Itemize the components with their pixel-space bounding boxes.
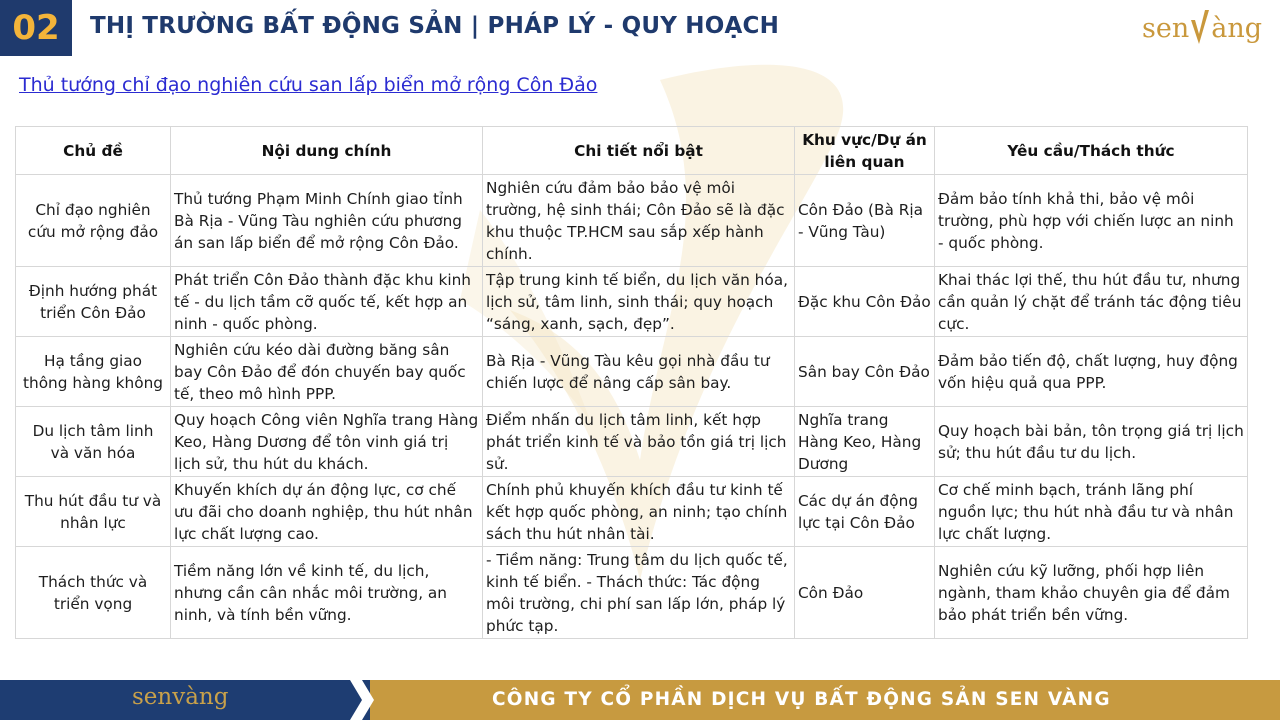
detail-cell: Tập trung kinh tế biển, du lịch văn hóa, lịch sử, tâm linh, sinh thái; quy hoạch “sáng, xanh, sạch, đẹp”. xyxy=(483,267,795,337)
summary-table xyxy=(15,126,1248,639)
content-cell: Thủ tướng Phạm Minh Chính giao tỉnh Bà Rịa - Vũng Tàu nghiên cứu phương án san lấp biển để mở rộng Côn Đảo. xyxy=(171,175,483,267)
area-cell: Nghĩa trang Hàng Keo, Hàng Dương xyxy=(795,407,935,477)
table-row xyxy=(16,267,1248,337)
table-row xyxy=(16,407,1248,477)
slide-footer xyxy=(0,680,1280,720)
brand-logo xyxy=(1142,6,1274,50)
content-cell: Quy hoạch Công viên Nghĩa trang Hàng Keo, Hàng Dương để tôn vinh giá trị lịch sử, thu hút du khách. xyxy=(171,407,483,477)
table-row xyxy=(16,547,1248,639)
article-link[interactable]: Thủ tướng chỉ đạo nghiên cứu san lấp biển mở rộng Côn Đảo xyxy=(19,74,598,96)
logo-text-part: sen xyxy=(1142,12,1190,44)
detail-cell: - Tiềm năng: Trung tâm du lịch quốc tế, kinh tế biển. - Thách thức: Tác động môi trường, chi phí san lấp lớn, pháp lý phức tạp. xyxy=(483,547,795,639)
topic-cell: Thách thức và triển vọng xyxy=(16,547,171,639)
topic-cell: Hạ tầng giao thông hàng không xyxy=(16,337,171,407)
content-cell: Nghiên cứu kéo dài đường băng sân bay Côn Đảo để đón chuyến bay quốc tế, theo mô hình PPP. xyxy=(171,337,483,407)
challenge-cell: Đảm bảo tiến độ, chất lượng, huy động vốn hiệu quả qua PPP. xyxy=(935,337,1248,407)
section-number-badge: 02 xyxy=(0,0,72,56)
topic-cell: Chỉ đạo nghiên cứu mở rộng đảo xyxy=(16,175,171,267)
topic-cell: Du lịch tâm linh và văn hóa xyxy=(16,407,171,477)
content-cell: Khuyến khích dự án động lực, cơ chế ưu đãi cho doanh nghiệp, thu hút nhân lực chất lượng cao. xyxy=(171,477,483,547)
slide-header xyxy=(0,0,1280,56)
area-cell: Các dự án động lực tại Côn Đảo xyxy=(795,477,935,547)
table-row xyxy=(16,337,1248,407)
logo-text-part: àng xyxy=(1211,12,1263,44)
detail-cell: Nghiên cứu đảm bảo bảo vệ môi trường, hệ sinh thái; Côn Đảo sẽ là đặc khu thuộc TP.HCM sau sắp xếp hành chính. xyxy=(483,175,795,267)
area-cell: Đặc khu Côn Đảo xyxy=(795,267,935,337)
column-header: Nội dung chính xyxy=(171,127,483,175)
column-header: Chủ đề xyxy=(16,127,171,175)
footer-logo: senvàng xyxy=(132,684,229,710)
column-header: Yêu cầu/Thách thức xyxy=(935,127,1248,175)
challenge-cell: Khai thác lợi thế, thu hút đầu tư, nhưng cần quản lý chặt để tránh tác động tiêu cực. xyxy=(935,267,1248,337)
table-row xyxy=(16,477,1248,547)
challenge-cell: Cơ chế minh bạch, tránh lãng phí nguồn lực; thu hút nhà đầu tư và nhân lực chất lượng. xyxy=(935,477,1248,547)
footer-company-name: CÔNG TY CỔ PHẦN DỊCH VỤ BẤT ĐỘNG SẢN SEN VÀNG xyxy=(492,689,1111,710)
content-cell: Phát triển Côn Đảo thành đặc khu kinh tế - du lịch tầm cỡ quốc tế, kết hợp an ninh - quốc phòng. xyxy=(171,267,483,337)
column-header: Khu vực/Dự án liên quan xyxy=(795,127,935,175)
topic-cell: Định hướng phát triển Côn Đảo xyxy=(16,267,171,337)
detail-cell: Điểm nhấn du lịch tâm linh, kết hợp phát triển kinh tế và bảo tồn giá trị lịch sử. xyxy=(483,407,795,477)
challenge-cell: Quy hoạch bài bản, tôn trọng giá trị lịch sử; thu hút đầu tư du lịch. xyxy=(935,407,1248,477)
challenge-cell: Nghiên cứu kỹ lưỡng, phối hợp liên ngành, tham khảo chuyên gia để đảm bảo phát triển bền vững. xyxy=(935,547,1248,639)
area-cell: Sân bay Côn Đảo xyxy=(795,337,935,407)
area-cell: Côn Đảo xyxy=(795,547,935,639)
table-header-row xyxy=(16,127,1248,175)
column-header: Chi tiết nổi bật xyxy=(483,127,795,175)
detail-cell: Chính phủ khuyến khích đầu tư kinh tế kết hợp quốc phòng, an ninh; tạo chính sách thu hút nhân tài. xyxy=(483,477,795,547)
footer-divider-icon xyxy=(350,680,374,720)
area-cell: Côn Đảo (Bà Rịa - Vũng Tàu) xyxy=(795,175,935,267)
page-title: THỊ TRƯỜNG BẤT ĐỘNG SẢN | PHÁP LÝ - QUY HOẠCH xyxy=(90,13,780,39)
challenge-cell: Đảm bảo tính khả thi, bảo vệ môi trường, phù hợp với chiến lược an ninh - quốc phòng. xyxy=(935,175,1248,267)
detail-cell: Bà Rịa - Vũng Tàu kêu gọi nhà đầu tư chiến lược để nâng cấp sân bay. xyxy=(483,337,795,407)
table-row xyxy=(16,175,1248,267)
logo-v-icon xyxy=(1189,8,1211,48)
topic-cell: Thu hút đầu tư và nhân lực xyxy=(16,477,171,547)
content-cell: Tiềm năng lớn về kinh tế, du lịch, nhưng cần cân nhắc môi trường, an ninh, và tính bền vững. xyxy=(171,547,483,639)
